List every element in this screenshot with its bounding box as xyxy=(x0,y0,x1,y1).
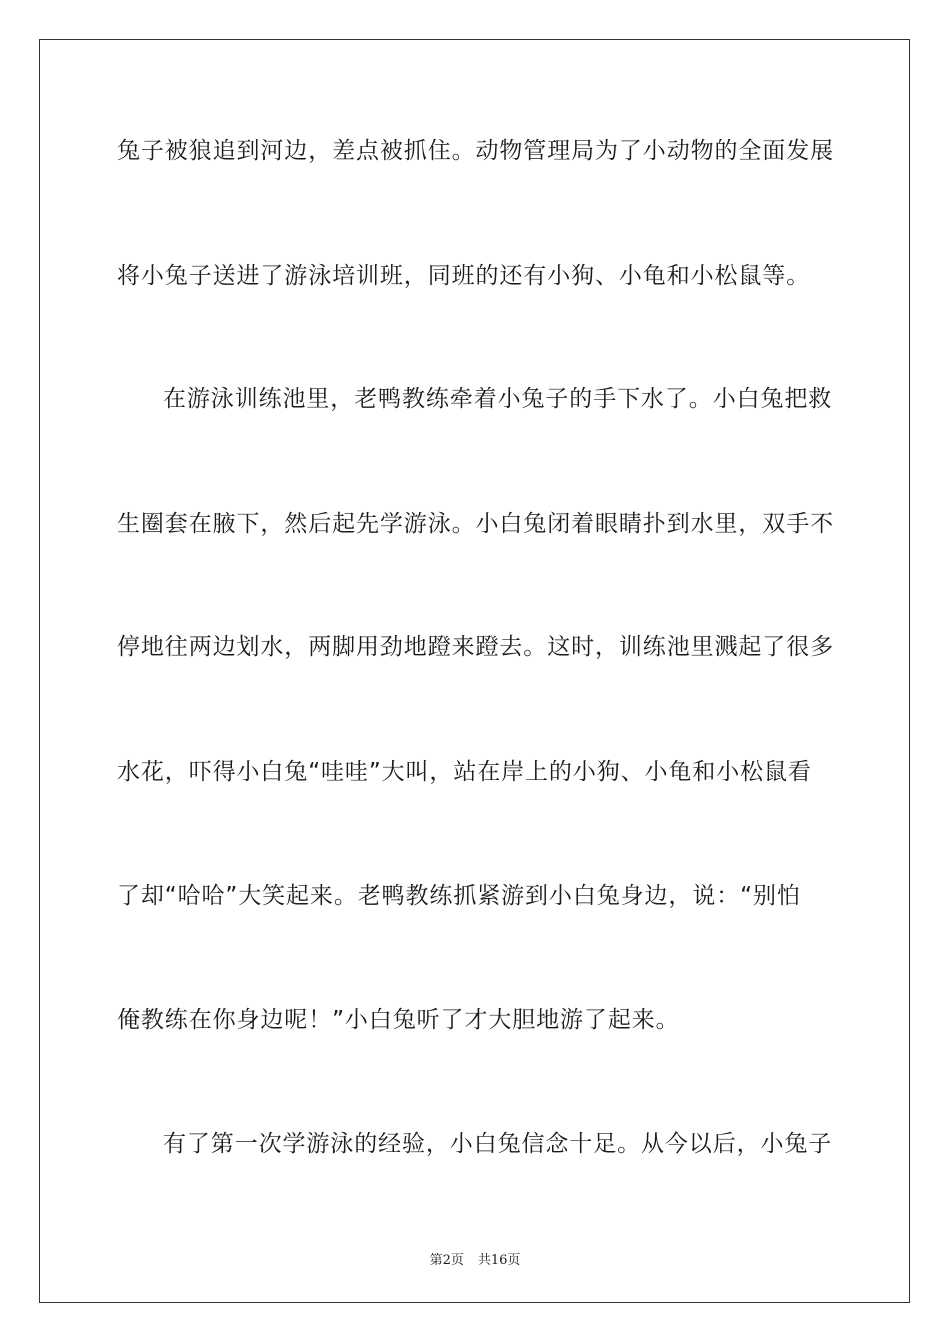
text-line-9: 有了第一次学游泳的经验，小白兔信念十足。从今以后，小兔子 xyxy=(163,1131,833,1157)
text-line-5: 停地往两边划水，两脚用劲地蹬来蹬去。这时，训练池里溅起了很多 xyxy=(117,634,834,660)
text-line-7: 了却“哈哈”大笑起来。老鸭教练抓紧游到小白兔身边，说：“别怕 xyxy=(117,883,801,909)
text-line-3: 在游泳训练池里，老鸭教练牵着小兔子的手下水了。小白兔把救 xyxy=(163,386,833,412)
text-line-6: 水花，吓得小白兔“哇哇”大叫，站在岸上的小狗、小龟和小松鼠看 xyxy=(117,759,812,785)
page-footer xyxy=(0,1249,950,1268)
text-line-1: 兔子被狼追到河边，差点被抓住。动物管理局为了小动物的全面发展 xyxy=(117,138,834,164)
page-number-total: 共16页 xyxy=(477,1253,521,1268)
text-line-2: 将小兔子送进了游泳培训班，同班的还有小狗、小龟和小松鼠等。 xyxy=(117,263,811,289)
page-border xyxy=(39,39,910,1303)
text-line-8: 俺教练在你身边呢！”小白兔听了才大胆地游了起来。 xyxy=(117,1007,680,1033)
text-line-4: 生圈套在腋下，然后起先学游泳。小白兔闭着眼睛扑到水里，双手不 xyxy=(117,511,834,537)
page-number-current: 第2页 xyxy=(429,1253,464,1268)
